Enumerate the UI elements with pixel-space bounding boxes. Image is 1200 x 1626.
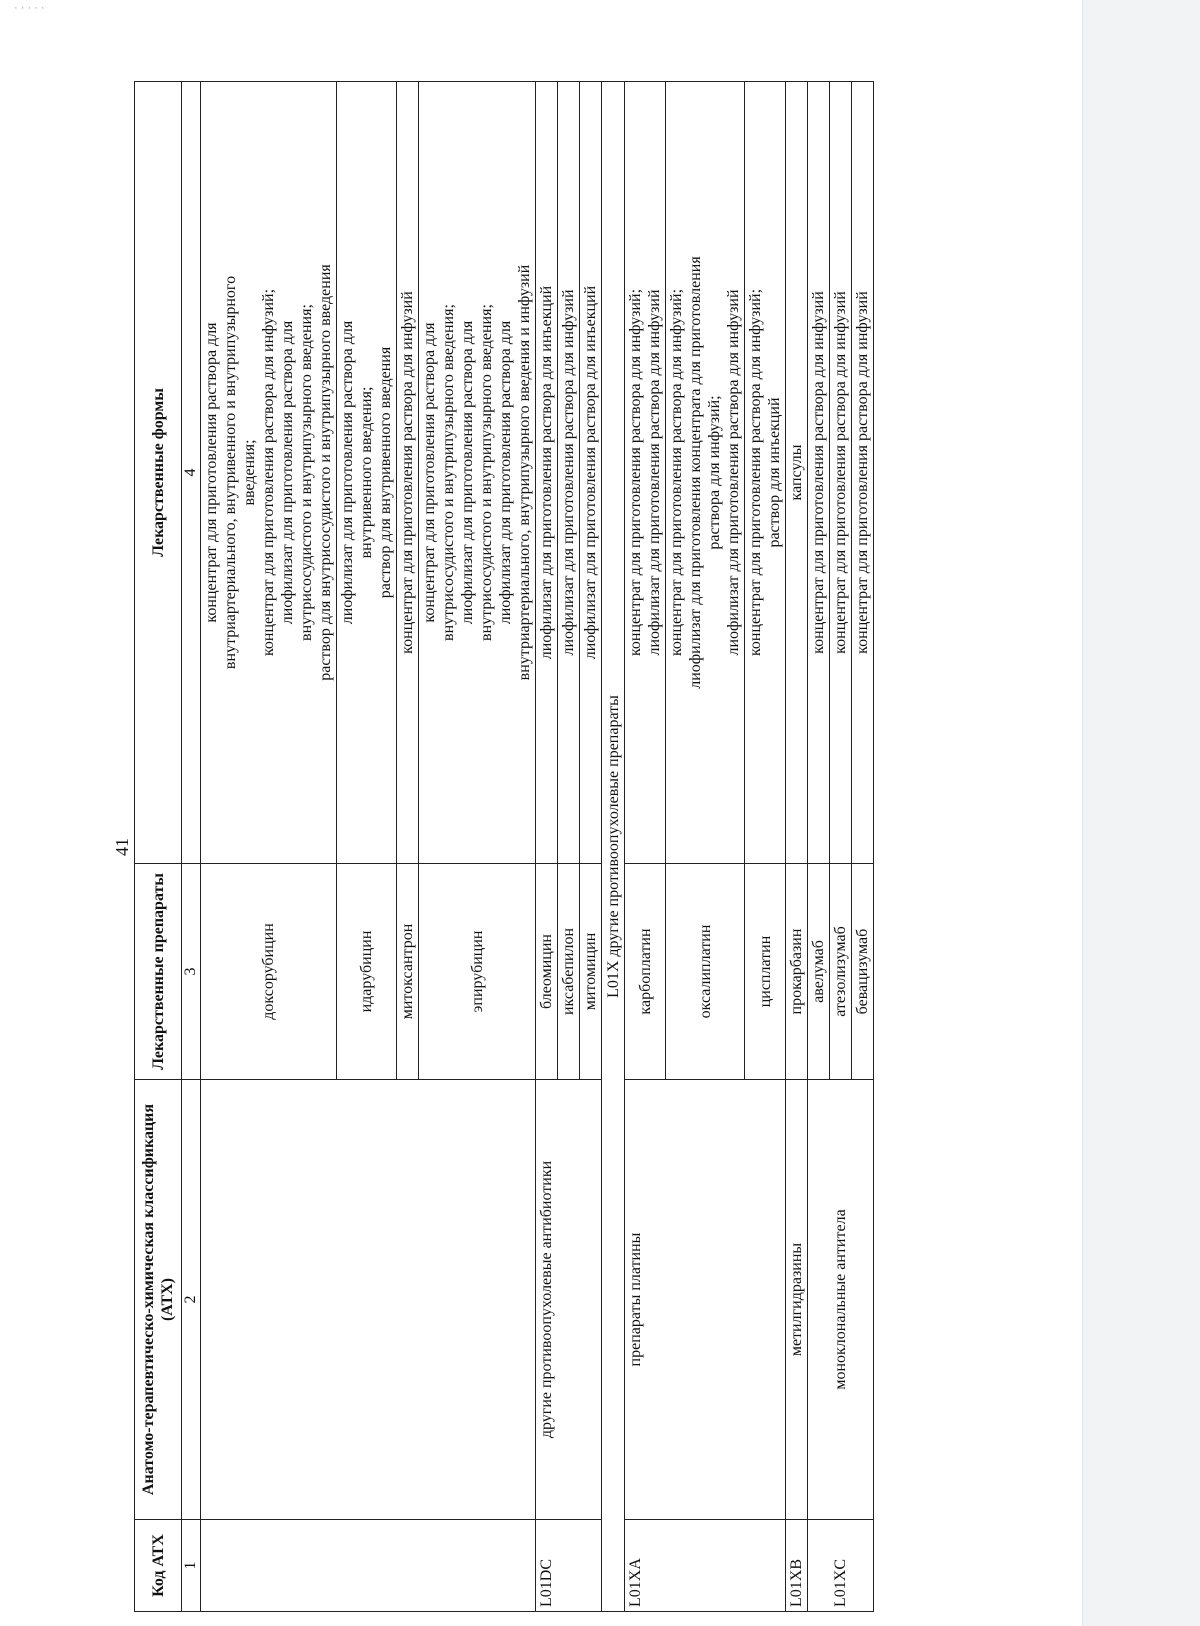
code-cell-empty [201,1520,536,1612]
column-number: 2 [182,1080,201,1520]
dosage-form: концентрат для приготовления раствора для инфузий [830,82,852,864]
rotated-page-content [110,82,1050,1612]
column-number: 3 [182,864,201,1080]
drug-name: атезолизумаб [830,864,852,1080]
page-number: 41 [112,838,132,856]
atx-group: другие противоопухолевые антибиотики [536,1080,602,1520]
drug-name: эпирубицин [419,864,536,1080]
atx-code: L01DC [536,1520,602,1612]
atx-group: препараты платины [625,1080,786,1520]
header-drugs: Лекарственные препараты [135,864,182,1080]
atx-code: L01XC [808,1520,874,1612]
section-row [602,82,625,1612]
drug-name: доксорубицин [201,864,337,1080]
column-number: 1 [182,1520,201,1612]
drug-name: авелумаб [808,864,830,1080]
header-forms: Лекарственные формы [135,82,182,864]
dosage-form: лиофилизат для приготовления раствора для внутривенного введения; раствор для внутривенного введения [337,82,397,864]
drug-name: прокарбазин [786,864,808,1080]
drug-table [134,81,874,1612]
header-code: Код АТХ [135,1520,182,1612]
scan-corner-text: · · · · · [14,2,45,14]
dosage-form: концентрат для приготовления раствора для инфузий [852,82,874,864]
atx-group: метилгидразины [786,1080,808,1520]
drug-name: митоксантрон [397,864,419,1080]
drug-name: идарубицин [337,864,397,1080]
table-row [808,82,830,1612]
dosage-form: лиофилизат для приготовления раствора для инъекций [536,82,558,864]
atx-group: моноклональные антитела [808,1080,874,1520]
atx-cell-empty [201,1080,536,1520]
dosage-form: концентрат для приготовления раствора для инфузий [808,82,830,864]
drug-name: иксабепилон [558,864,580,1080]
drug-name: бевацизумаб [852,864,874,1080]
section-heading: L01X другие противоопухолевые препараты [602,82,625,1612]
atx-code: L01XB [786,1520,808,1612]
drug-name: цисплатин [745,864,786,1080]
dosage-form: концентрат для приготовления раствора для инфузий; лиофилизат для приготовления концентрата для приготовления раствора для инфузий; лиофилизат для приготовления раствора для инфузий [666,82,745,864]
drug-name: митомицин [580,864,602,1080]
dosage-form: концентрат для приготовления раствора для внутриартериального, внутривенного и внутрипузырного введения; концентрат для приготовления раствора для инфузий; лиофилизат для приготовления раствора для внутрисосудистого и внутрипузырного введения; раствор для внутрисосудистого и внутрипузырного введения [201,82,337,864]
dosage-form: концентрат для приготовления раствора для инфузий; раствор для инъекций [745,82,786,864]
column-number: 4 [182,82,201,864]
drug-name: карбоплатин [625,864,666,1080]
table-row [201,82,337,1612]
table-row [536,82,558,1612]
dosage-form: концентрат для приготовления раствора для инфузий [397,82,419,864]
table-row [786,82,808,1612]
dosage-form: концентрат для приготовления раствора для инфузий; лиофилизат для приготовления раствора для инфузий [625,82,666,864]
header-atx: Анатомо-терапевтическо-химическая классификация (АТХ) [135,1080,182,1520]
atx-code: L01XA [625,1520,786,1612]
page-margin-shade [1082,0,1200,1626]
dosage-form: капсулы [786,82,808,864]
table-header-row [135,82,182,1612]
table-row [625,82,666,1612]
dosage-form: лиофилизат для приготовления раствора для инъекций [580,82,602,864]
dosage-form: концентрат для приготовления раствора для внутрисосудистого и внутрипузырного введения; лиофилизат для приготовления раствора для внутрисосудистого и внутрипузырного введения; лиофилизат для приготовления раствора для внутриартериального, внутрипузырного введения и инфузий [419,82,536,864]
drug-name: оксалиплатин [666,864,745,1080]
dosage-form: лиофилизат для приготовления раствора для инфузий [558,82,580,864]
drug-name: блеомицин [536,864,558,1080]
column-number-row [182,82,201,1612]
